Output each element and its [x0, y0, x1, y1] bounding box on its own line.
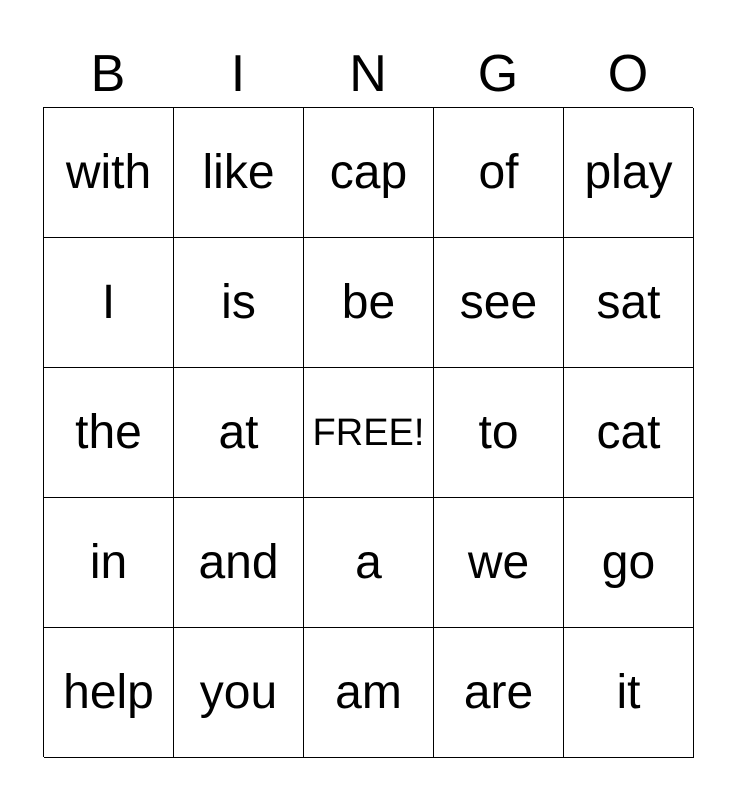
free-space-cell: FREE!	[304, 368, 434, 498]
bingo-cell: go	[564, 498, 694, 628]
bingo-cell: play	[564, 108, 694, 238]
bingo-cell: with	[44, 108, 174, 238]
bingo-cell: to	[434, 368, 564, 498]
bingo-cell: am	[304, 628, 434, 758]
bingo-cell: be	[304, 238, 434, 368]
bingo-grid	[43, 107, 693, 757]
bingo-cell: it	[564, 628, 694, 758]
bingo-header	[43, 40, 693, 107]
bingo-cell: a	[304, 498, 434, 628]
header-letter-n: N	[349, 44, 387, 103]
header-letter-g: G	[477, 44, 519, 103]
bingo-cell: like	[174, 108, 304, 238]
bingo-cell: of	[434, 108, 564, 238]
bingo-cell: is	[174, 238, 304, 368]
header-letter-b: B	[90, 44, 126, 103]
header-letter-o: O	[607, 44, 649, 103]
header-letter-i: I	[230, 44, 246, 103]
bingo-cell: we	[434, 498, 564, 628]
bingo-cell: I	[44, 238, 174, 368]
bingo-cell: cat	[564, 368, 694, 498]
bingo-cell: at	[174, 368, 304, 498]
bingo-cell: sat	[564, 238, 694, 368]
bingo-cell: cap	[304, 108, 434, 238]
bingo-card	[43, 40, 693, 757]
bingo-cell: in	[44, 498, 174, 628]
bingo-cell: and	[174, 498, 304, 628]
bingo-cell: help	[44, 628, 174, 758]
bingo-cell: you	[174, 628, 304, 758]
bingo-cell: see	[434, 238, 564, 368]
bingo-cell: are	[434, 628, 564, 758]
bingo-cell: the	[44, 368, 174, 498]
